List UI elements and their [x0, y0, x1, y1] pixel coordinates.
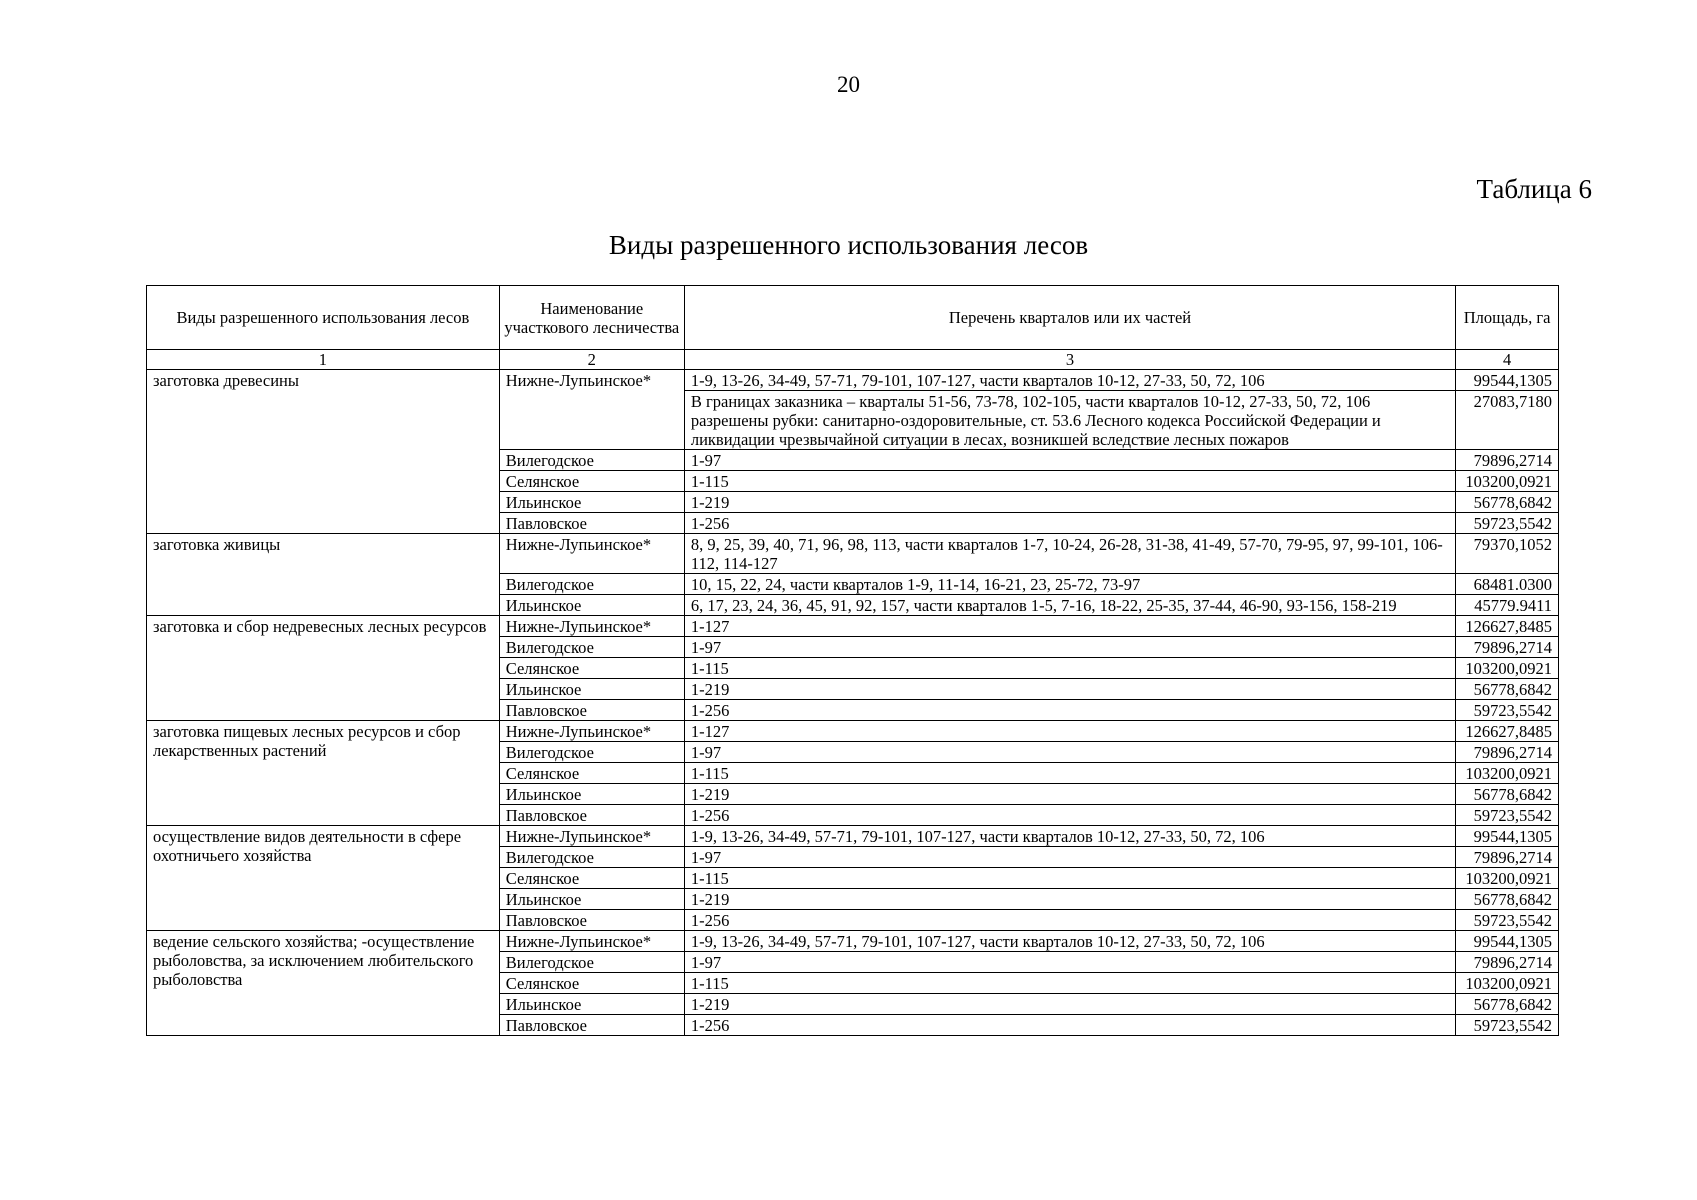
area-cell: 79896,2714 [1456, 847, 1559, 868]
area-cell: 59723,5542 [1456, 805, 1559, 826]
forestry-cell: Нижне-Лупьинское* [499, 721, 684, 742]
forestry-cell: Селянское [499, 471, 684, 492]
quarters-cell: 1-115 [684, 763, 1455, 784]
forestry-cell: Павловское [499, 1015, 684, 1036]
forestry-cell: Ильинское [499, 994, 684, 1015]
table-header [147, 286, 1559, 370]
quarters-cell: 1-97 [684, 742, 1455, 763]
forestry-cell: Нижне-Лупьинское* [499, 931, 684, 952]
quarters-cell: 1-256 [684, 513, 1455, 534]
use-kind-cell: заготовка пищевых лесных ресурсов и сбор лекарственных растений [147, 721, 500, 826]
quarters-cell: 1-97 [684, 450, 1455, 471]
forestry-cell: Нижне-Лупьинское* [499, 370, 684, 450]
quarters-cell: 1-115 [684, 868, 1455, 889]
area-cell: 103200,0921 [1456, 658, 1559, 679]
area-cell: 56778,6842 [1456, 994, 1559, 1015]
forestry-cell: Селянское [499, 763, 684, 784]
area-cell: 126627,8485 [1456, 721, 1559, 742]
forestry-cell: Вилегодское [499, 450, 684, 471]
column-number: 3 [684, 350, 1455, 370]
use-kind-cell: заготовка живицы [147, 534, 500, 616]
forestry-cell: Павловское [499, 805, 684, 826]
quarters-cell: 1-219 [684, 784, 1455, 805]
header-forestry: Наименование участкового лесничества [499, 286, 684, 350]
quarters-cell: 1-97 [684, 637, 1455, 658]
table-row [147, 534, 1559, 574]
quarters-cell: 1-219 [684, 994, 1455, 1015]
quarters-cell: 1-256 [684, 700, 1455, 721]
quarters-cell: 1-9, 13-26, 34-49, 57-71, 79-101, 107-127, части кварталов 10-12, 27-33, 50, 72, 106 [684, 370, 1455, 391]
area-cell: 79896,2714 [1456, 952, 1559, 973]
table-row [147, 931, 1559, 952]
area-cell: 59723,5542 [1456, 910, 1559, 931]
use-kind-cell: осуществление видов деятельности в сфере охотничьего хозяйства [147, 826, 500, 931]
area-cell: 103200,0921 [1456, 471, 1559, 492]
document-title: Виды разрешенного использования лесов [608, 230, 1089, 260]
forestry-cell: Нижне-Лупьинское* [499, 616, 684, 637]
header-quarters: Перечень кварталов или их частей [684, 286, 1455, 350]
area-cell: 126627,8485 [1456, 616, 1559, 637]
header-kind: Виды разрешенного использования лесов [147, 286, 500, 350]
forestry-cell: Ильинское [499, 679, 684, 700]
page-number: 20 [837, 72, 860, 97]
forestry-cell: Селянское [499, 973, 684, 994]
table-row [147, 370, 1559, 391]
area-cell: 59723,5542 [1456, 1015, 1559, 1036]
forestry-cell: Нижне-Лупьинское* [499, 826, 684, 847]
area-cell: 103200,0921 [1456, 763, 1559, 784]
quarters-cell: 1-219 [684, 679, 1455, 700]
quarters-cell: 1-97 [684, 847, 1455, 868]
forestry-cell: Павловское [499, 513, 684, 534]
column-number: 4 [1456, 350, 1559, 370]
area-cell: 79896,2714 [1456, 742, 1559, 763]
forestry-cell: Ильинское [499, 492, 684, 513]
quarters-cell: 1-115 [684, 658, 1455, 679]
table-body [147, 370, 1559, 1036]
forestry-cell: Ильинское [499, 595, 684, 616]
quarters-cell: 1-256 [684, 1015, 1455, 1036]
quarters-cell: 1-115 [684, 973, 1455, 994]
area-cell: 79896,2714 [1456, 637, 1559, 658]
quarters-cell: 1-9, 13-26, 34-49, 57-71, 79-101, 107-127, части кварталов 10-12, 27-33, 50, 72, 106 [684, 826, 1455, 847]
area-cell: 56778,6842 [1456, 784, 1559, 805]
quarters-cell: 1-127 [684, 721, 1455, 742]
forestry-cell: Вилегодское [499, 847, 684, 868]
forestry-cell: Вилегодское [499, 637, 684, 658]
quarters-cell: 1-256 [684, 805, 1455, 826]
quarters-cell: 1-115 [684, 471, 1455, 492]
area-cell: 99544,1305 [1456, 826, 1559, 847]
quarters-cell: 1-219 [684, 889, 1455, 910]
forestry-cell: Селянское [499, 868, 684, 889]
column-number: 2 [499, 350, 684, 370]
quarters-cell: 1-219 [684, 492, 1455, 513]
table-row [147, 826, 1559, 847]
forest-use-table [146, 285, 1559, 1036]
forestry-cell: Вилегодское [499, 574, 684, 595]
quarters-cell: 8, 9, 25, 39, 40, 71, 96, 98, 113, части кварталов 1-7, 10-24, 26-28, 31-38, 41-49, 57-70, 79-95, 97, 99-101, 106-112, 114-127 [684, 534, 1455, 574]
forestry-cell: Ильинское [499, 784, 684, 805]
use-kind-cell: заготовка древесины [147, 370, 500, 534]
forestry-cell: Вилегодское [499, 742, 684, 763]
area-cell: 59723,5542 [1456, 700, 1559, 721]
quarters-cell: 1-9, 13-26, 34-49, 57-71, 79-101, 107-127, части кварталов 10-12, 27-33, 50, 72, 106 [684, 931, 1455, 952]
table-row [147, 616, 1559, 637]
quarters-cell: В границах заказника – кварталы 51-56, 73-78, 102-105, части кварталов 10-12, 27-33, 50, 72, 106 разрешены рубки: санитарно-оздоровительные, ст. 53.6 Лесного кодекса Российской Федерации и ликвидации чрезвычайной ситуации в лесах, возникшей вследствие лесных пожаров [684, 391, 1455, 450]
quarters-cell: 6, 17, 23, 24, 36, 45, 91, 92, 157, части кварталов 1-5, 7-16, 18-22, 25-35, 37-44, 46-90, 93-156, 158-219 [684, 595, 1455, 616]
area-cell: 59723,5542 [1456, 513, 1559, 534]
forestry-cell: Павловское [499, 700, 684, 721]
area-cell: 68481.0300 [1456, 574, 1559, 595]
area-cell: 103200,0921 [1456, 973, 1559, 994]
area-cell: 79896,2714 [1456, 450, 1559, 471]
quarters-cell: 10, 15, 22, 24, части кварталов 1-9, 11-14, 16-21, 23, 25-72, 73-97 [684, 574, 1455, 595]
area-cell: 56778,6842 [1456, 492, 1559, 513]
area-cell: 103200,0921 [1456, 868, 1559, 889]
table-row [147, 721, 1559, 742]
column-number: 1 [147, 350, 500, 370]
area-cell: 56778,6842 [1456, 679, 1559, 700]
column-number-row [147, 350, 1559, 370]
area-cell: 79370,1052 [1456, 534, 1559, 574]
forestry-cell: Нижне-Лупьинское* [499, 534, 684, 574]
forestry-cell: Вилегодское [499, 952, 684, 973]
forestry-cell: Павловское [499, 910, 684, 931]
area-cell: 45779.9411 [1456, 595, 1559, 616]
area-cell: 99544,1305 [1456, 931, 1559, 952]
area-cell: 56778,6842 [1456, 889, 1559, 910]
header-area: Площадь, га [1456, 286, 1559, 350]
quarters-cell: 1-256 [684, 910, 1455, 931]
area-cell: 99544,1305 [1456, 370, 1559, 391]
area-cell: 27083,7180 [1456, 391, 1559, 450]
quarters-cell: 1-97 [684, 952, 1455, 973]
table-label: Таблица 6 [1476, 174, 1592, 204]
forestry-cell: Селянское [499, 658, 684, 679]
use-kind-cell: заготовка и сбор недревесных лесных ресурсов [147, 616, 500, 721]
use-kind-cell: ведение сельского хозяйства; -осуществление рыболовства, за исключением любительского рыболовства [147, 931, 500, 1036]
quarters-cell: 1-127 [684, 616, 1455, 637]
forestry-cell: Ильинское [499, 889, 684, 910]
